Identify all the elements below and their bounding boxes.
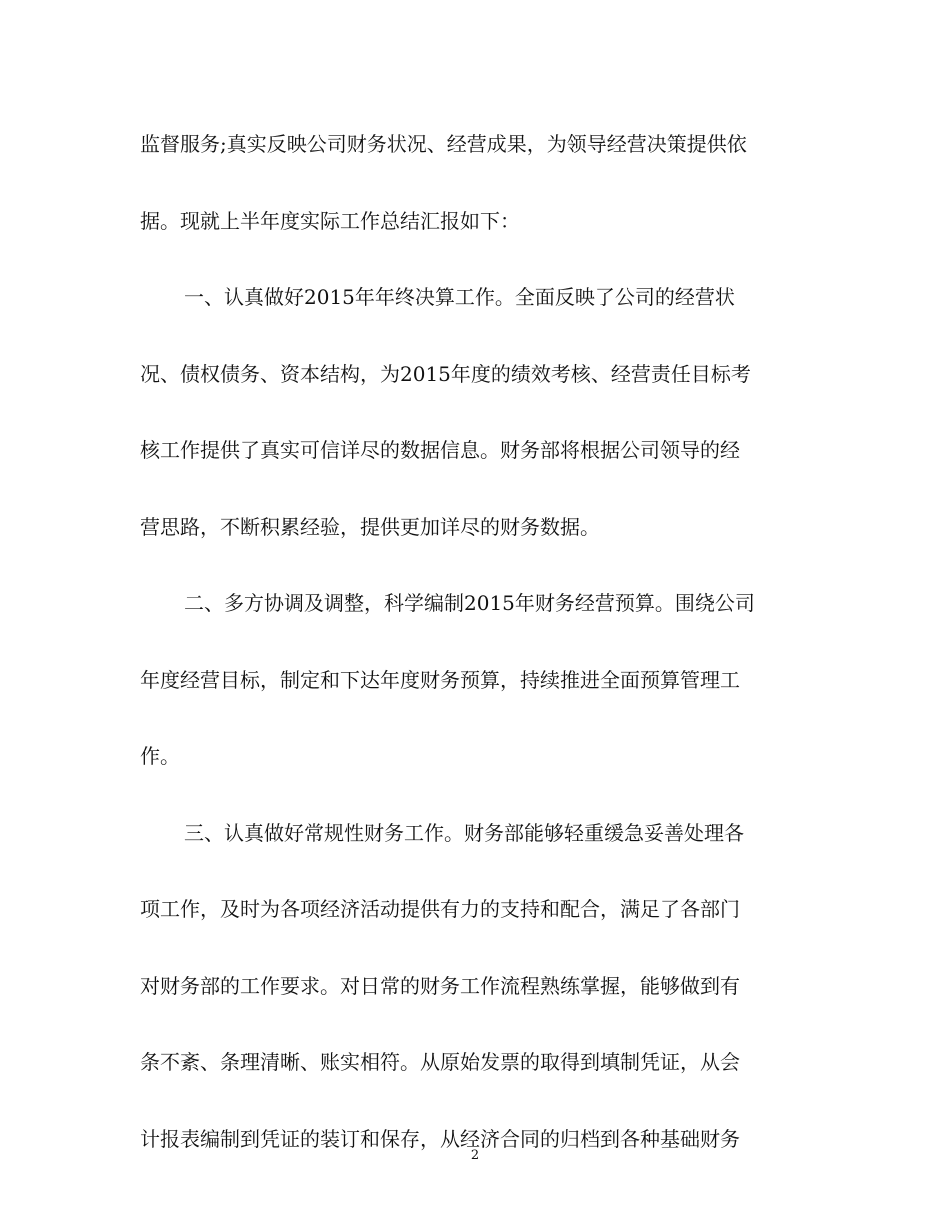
- paragraph-start-line: 二、多方协调及调整，科学编制2015年财务经营预算。围绕公司: [184, 591, 755, 615]
- text-line: 营思路，不断积累经验，提供更加详尽的财务数据。: [140, 514, 600, 539]
- text-line: 计报表编制到凭证的装订和保存，从经济合同的归档到各种基础财务: [140, 1126, 740, 1151]
- text-line: 监督服务;真实反映公司财务状况、经营成果，为领导经营决策提供依: [140, 132, 747, 156]
- text-line: 据。现就上半年度实际工作总结汇报如下：: [140, 208, 520, 233]
- text-line: 条不紊、条理清晰、账实相符。从原始发票的取得到填制凭证，从会: [140, 1050, 740, 1074]
- paragraph-start-line: 三、认真做好常规性财务工作。财务部能够轻重缓急妥善处理各: [184, 820, 744, 845]
- page-number: 2: [470, 1148, 480, 1163]
- text-line: 作。: [140, 744, 180, 768]
- text-line: 年度经营目标，制定和下达年度财务预算，持续推进全面预算管理工: [140, 667, 740, 692]
- text-line: 况、债权债务、资本结构，为2015年度的绩效考核、经营责任目标考: [140, 361, 751, 386]
- text-line: 核工作提供了真实可信详尽的数据信息。财务部将根据公司领导的经: [140, 438, 740, 462]
- text-line: 对财务部的工作要求。对日常的财务工作流程熟练掌握，能够做到有: [140, 973, 740, 998]
- text-line: 项工作，及时为各项经济活动提供有力的支持和配合，满足了各部门: [140, 897, 740, 921]
- paragraph-start-line: 一、认真做好2015年年终决算工作。全面反映了公司的经营状: [184, 285, 735, 309]
- document-body: [140, 126, 812, 1197]
